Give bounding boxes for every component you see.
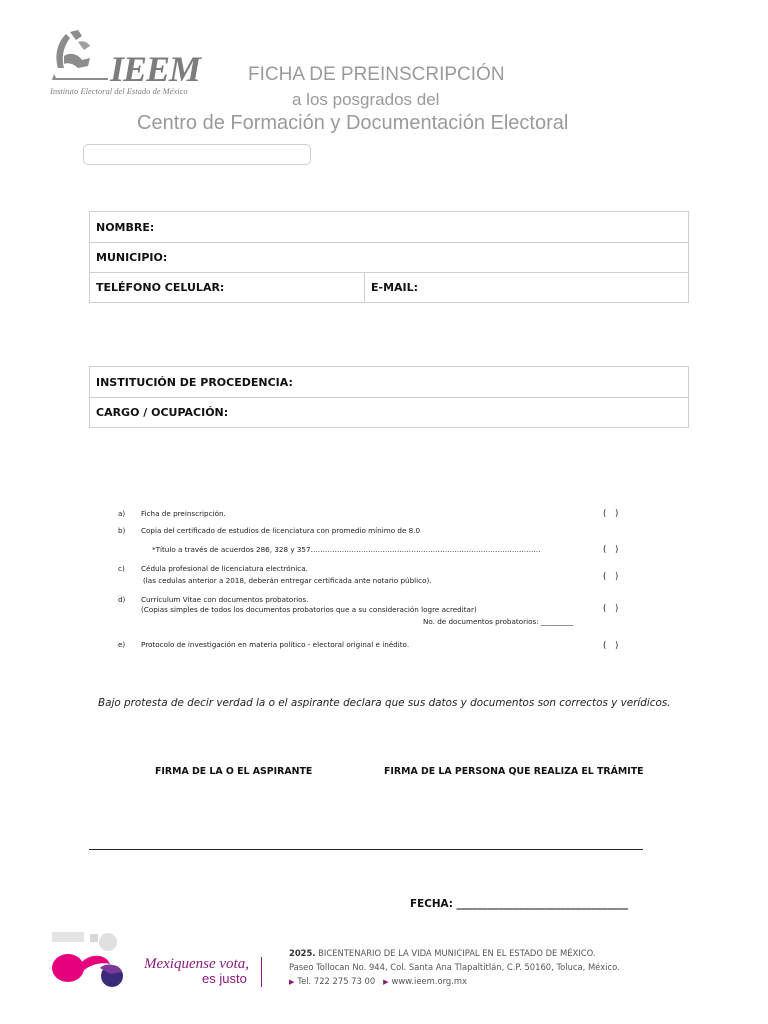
arrow-icon: ▶ <box>383 978 389 986</box>
form-title: FICHA DE PREINSCRIPCIÓN <box>248 64 505 85</box>
telefono-field[interactable]: TELÉFONO CELULAR: <box>90 273 365 302</box>
institucion-field[interactable]: INSTITUCIÓN DE PROCEDENCIA: <box>96 375 293 389</box>
folio-field[interactable] <box>83 144 311 165</box>
vote-campaign-logo-icon <box>50 930 125 992</box>
requirement-letter: b) <box>118 526 126 535</box>
institucion-row <box>90 367 688 397</box>
requirement-checkbox[interactable]: ( ) <box>603 509 622 519</box>
requirement-text: Cédula profesional de licenciatura electrónica. <box>141 564 308 573</box>
logo-institution-name: Instituto Electoral del Estado de México <box>50 86 188 96</box>
footer-contact <box>289 976 467 986</box>
footer-website[interactable]: www.ieem.org.mx <box>391 976 467 986</box>
institution-table <box>89 366 689 428</box>
ieem-logo <box>48 28 200 100</box>
requirement-letter: a) <box>118 509 126 518</box>
footer-phone: Tel. 722 275 73 00 <box>297 976 376 986</box>
email-field[interactable]: E-MAIL: <box>371 281 419 294</box>
requirement-text: Currículum Vitae con documentos probatorios. <box>141 595 309 604</box>
center-name: Centro de Formación y Documentación Electoral <box>137 112 569 134</box>
requirement-checkbox[interactable]: ( ) <box>603 572 622 582</box>
requirement-text: Ficha de preinscripción. <box>141 509 226 518</box>
cargo-field[interactable]: CARGO / OCUPACIÓN: <box>96 406 229 419</box>
footer-year: 2025. <box>289 948 316 958</box>
municipio-field[interactable]: MUNICIPIO: <box>96 251 168 264</box>
slogan-line2: es justo <box>202 971 247 986</box>
nombre-field[interactable]: NOMBRE: <box>96 220 155 234</box>
cargo-row <box>90 397 688 427</box>
requirement-subtext: *Título a través de acuerdos 286, 328 y 357…………………………………………………………………………………… <box>152 545 541 554</box>
footer-bicentennial <box>289 948 596 958</box>
slogan-line1: Mexiquense vota, <box>144 956 249 972</box>
arrow-icon: ▶ <box>289 978 295 986</box>
footer-bicentennial-text: BICENTENARIO DE LA VIDA MUNICIPAL EN EL ESTADO DE MÉXICO. <box>318 948 596 958</box>
logo-emblem-icon <box>48 28 118 84</box>
requirement-checkbox[interactable]: ( ) <box>603 641 622 651</box>
municipio-row <box>90 242 688 272</box>
applicant-signature-label: FIRMA DE LA O EL ASPIRANTE <box>155 766 313 777</box>
form-subtitle: a los posgrados del <box>292 90 440 109</box>
probatorios-count-field[interactable]: No. de documentos probatorios: _________ <box>423 617 574 626</box>
requirement-checkbox[interactable]: ( ) <box>603 545 622 555</box>
requirement-text: Protocolo de investigación en materia político - electoral original e inédito. <box>141 640 410 649</box>
requirement-subtext: (Copias simples de todos los documentos probatorios que a su consideración logre acreditar) <box>141 605 477 614</box>
requirement-subtext: (las cedulas anterior a 2018, deberán entregar certificada ante notario público). <box>143 576 432 585</box>
declaration-text: Bajo protesta de decir verdad la o el aspirante declara que sus datos y documentos son correctos y verídicos. <box>98 697 671 709</box>
contact-row <box>90 272 688 302</box>
fecha-field[interactable]: FECHA: _________________________________ <box>410 898 628 910</box>
campaign-slogan <box>144 955 249 986</box>
requirement-checkbox[interactable]: ( ) <box>603 604 622 614</box>
requirement-text: Copia del certificado de estudios de licenciatura con promedio mínimo de 8.0 <box>141 526 421 535</box>
nombre-row <box>90 212 688 242</box>
footer-address: Paseo Tollocan No. 944, Col. Santa Ana Tlapaltitlán, C.P. 50160, Toluca, México. <box>289 962 620 972</box>
personal-data-table <box>89 211 689 303</box>
logo-acronym: IEEM <box>110 49 201 89</box>
footer-divider <box>261 957 262 987</box>
signature-line <box>89 849 643 850</box>
requirement-letter: e) <box>118 640 126 649</box>
processor-signature-label: FIRMA DE LA PERSONA QUE REALIZA EL TRÁMITE <box>384 766 644 777</box>
requirement-letter: d) <box>118 595 126 604</box>
requirement-letter: c) <box>118 564 125 573</box>
